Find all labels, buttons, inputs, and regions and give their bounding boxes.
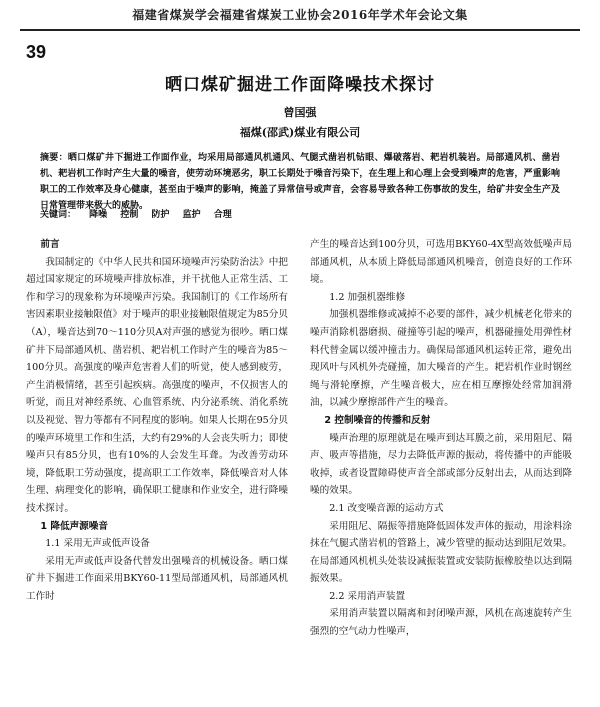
- keywords-label: 关键词：: [40, 210, 77, 220]
- abstract-label: 摘要：: [40, 153, 68, 163]
- body-column-right: [310, 236, 572, 641]
- body-paragraph: 采用消声装置以隔离和封闭噪声源，风机在高速旋转产生强烈的空气动力性噪声，: [310, 608, 572, 638]
- subsection-heading: 1.2 加强机器维修: [329, 291, 406, 303]
- abstract: [40, 150, 560, 214]
- subsection-heading: 2.1 改变噪音源的运动方式: [329, 502, 444, 514]
- affiliation: 福煤(邵武)煤业有限公司: [239, 126, 361, 139]
- keyword: 控制: [120, 210, 139, 220]
- section-heading: 2 控制噪音的传播和反射: [324, 414, 431, 426]
- section-heading: 前言: [40, 239, 60, 250]
- author-name: 曾国强: [283, 106, 317, 119]
- body-paragraph: 加强机器维修或减掉不必要的部件，减少机械老化带来的噪声消除机器磨损、碰撞等引起的噪声，机器碰撞处用弹性材料代替金属以缓冲撞击力。确保局部通风机运转正常，避免出现风叶与风机外壳碰撞，加大噪音的产生。耙岩机作业时钢丝绳与滑轮摩擦，产生噪音极大，应在相互摩擦处经常加润滑油，以减少摩擦部件产生的噪音。: [310, 309, 572, 409]
- page-number: 39: [26, 42, 47, 62]
- header-rule: [20, 29, 580, 31]
- body-paragraph: 我国制定的《中华人民共和国环境噪声污染防治法》中把超过国家规定的环境噪声排放标准，并干扰他人正常生活、工作和学习的现象称为环境噪声污染。我国制订的《工作场所有害因素职业接触限值》对于噪声的职业接触限值规定为85分贝（A），噪音达到70～110分贝A对声强的感觉为很吵。晒口煤矿井下局部通风机、凿岩机、耙岩机工作时产生的噪音为85～100分贝。高强度的噪声危害着人们的听觉，使人感到疲劳，产生消极情绪，甚至引起疾病。高强度的噪声，不仅损害人的听觉，而且对神经系统、心血管系统、内分泌系统、消化系统以及视觉、智力等都有不同程度的影响。如果人长期在95分贝的噪声环境里工作和生活，大约有29%的人会丧失听力；即使噪声只有85分贝，也有10%的人会发生耳聋。为改善劳动环境，降低职工劳动强度，提高职工工作效率，降低噪音对人体生理、病理变化的影响，确保职工健康和作业安全，进行降噪技术探讨。: [26, 256, 288, 514]
- subsection-heading: 1.1 采用无声或低声设备: [45, 538, 150, 550]
- keyword: 监护: [182, 210, 201, 220]
- body-paragraph: 噪声治理的原理就是在噪声到达耳膜之前，采用阻尼、隔声、吸声等措施，尽力去降低声源的振动，将传播中的声能吸收掉，或者设置障碍使声音全部或部分反射出去，从而达到降噪的效果。: [310, 432, 572, 497]
- keyword: 合理: [213, 210, 232, 220]
- keyword: 降噪: [89, 210, 108, 220]
- paper-title: 晒口煤矿掘进工作面降噪技术探讨: [165, 75, 435, 95]
- subsection-heading: 2.2 采用消声装置: [329, 590, 406, 602]
- abstract-text: 晒口煤矿井下掘进工作面作业，均采用局部通风机通风、气腿式凿岩机钻眼、爆破落岩、耙岩机装岩。局部通风机、凿岩机、耙岩机工作时产生大量的噪音，使劳动环境恶劣，职工长期处于噪音污染下，在生理上和心理上会受到噪声的危害，严重影响职工的工作效率及身心健康，甚至由于噪声的影响，掩盖了异常信号或声音，会容易导致各种工伤事故的发生，给矿井安全生产及日常管理带来极大的威胁。: [40, 153, 560, 211]
- body-paragraph: 产生的噪音达到100分贝，可选用BKY60-4X型高效低噪声局部通风机，从本质上降低局部通风机噪音，创造良好的工作环境。: [310, 239, 572, 286]
- section-heading: 1 降低声源噪音: [40, 520, 108, 532]
- keywords: [40, 208, 560, 222]
- body-column-left: [26, 236, 288, 605]
- running-header: 福建省煤炭学会福建省煤炭工业协会2016年学术年会论文集: [132, 8, 468, 22]
- body-paragraph: 采用无声或低声设备代替发出强噪音的机械设备。晒口煤矿井下掘进工作面采用BKY60-11型局部通风机，局部通风机工作时: [26, 555, 288, 602]
- body-paragraph: 采用阻尼、隔振等措施降低固体发声体的振动，用涂料涂抹在气腿式凿岩机的管路上，减少管壁的振动达到阻尼效果。在局部通风机机头处装设减振装置或安装防振橡胶垫以达到隔振效果。: [310, 520, 572, 585]
- keyword: 防护: [151, 210, 170, 220]
